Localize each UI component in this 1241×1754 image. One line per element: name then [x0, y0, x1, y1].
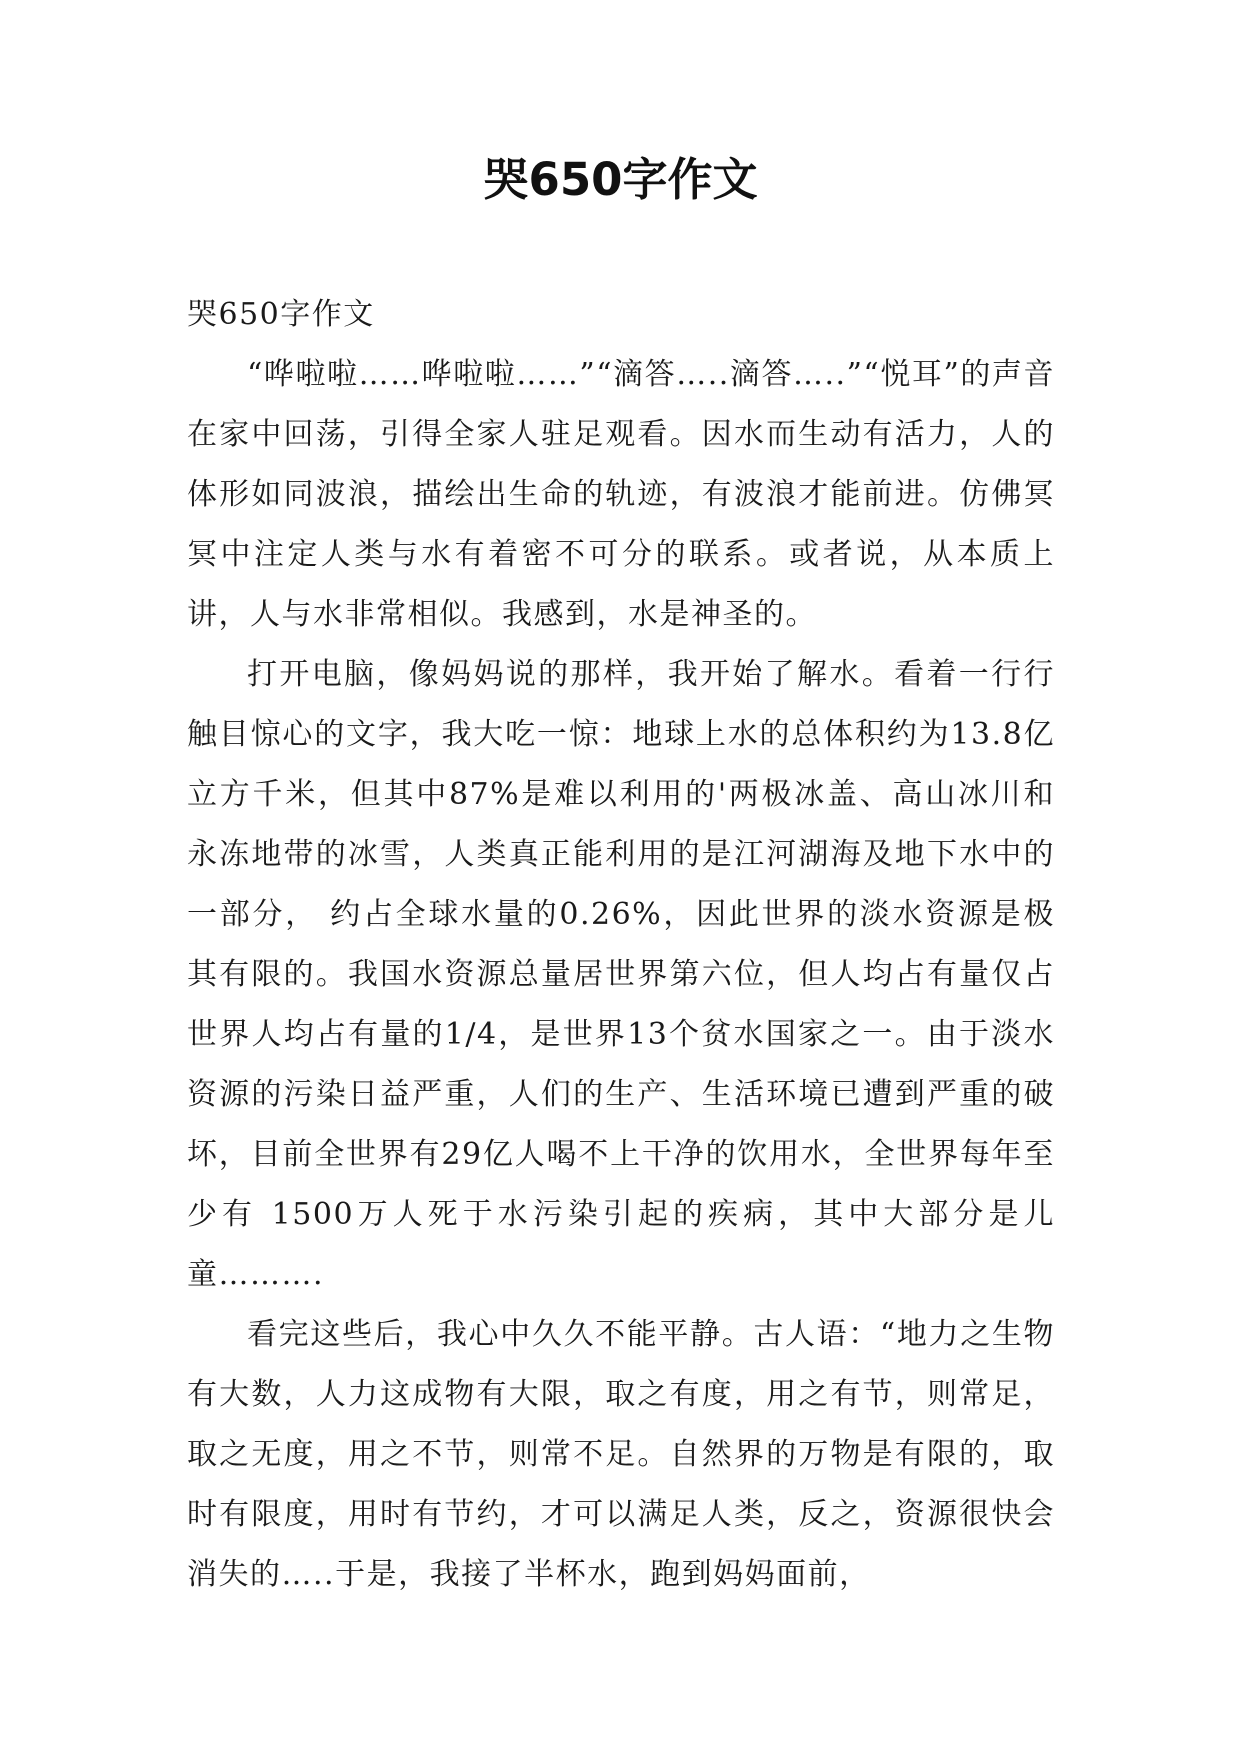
paragraph-1: “哗啦啦……哗啦啦……”“滴答…..滴答…..”“悦耳”的声音在家中回荡，引得全家人驻足观看。因水而生动有活力，人的体形如同波浪，描绘出生命的轨迹，有波浪才能前进。仿佛冥冥中注定人类与水有着密不可分的联系。或者说，从本质上讲，人与水非常相似。我感到，水是神圣的。 [187, 357, 1055, 632]
document-body [187, 285, 1055, 1605]
document-title: 哭650字作文 [483, 153, 758, 206]
paragraph-3: 看完这些后，我心中久久不能平静。古人语：“地力之生物有大数，人力这成物有大限，取之有度，用之有节，则常足，取之无度，用之不节，则常不足。自然界的万物是有限的，取时有限度，用时有节约，才可以满足人类，反之，资源很快会消失的…..于是，我接了半杯水，跑到妈妈面前， [187, 1317, 1055, 1592]
document-subtitle: 哭650字作文 [187, 297, 375, 332]
paragraph-2: 打开电脑，像妈妈说的那样，我开始了解水。看着一行行触目惊心的文字，我大吃一惊：地球上水的总体积约为13.8亿立方千米，但其中87%是难以利用的'两极冰盖、高山冰川和永冻地带的冰雪，人类真正能利用的是江河湖海及地下水中的一部分， 约占全球水量的0.26%，因此世界的淡水资源是极其有限的。我国水资源总量居世界第六位，但人均占有量仅占世界人均占有量的1/4，是世界13个贫水国家之一。由于淡水资源的污染日益严重，人们的生产、生活环境已遭到严重的破坏，目前全世界有29亿人喝不上干净的饮用水，全世界每年至少有 1500万人死于水污染引起的疾病，其中大部分是儿童………. [187, 657, 1055, 1292]
